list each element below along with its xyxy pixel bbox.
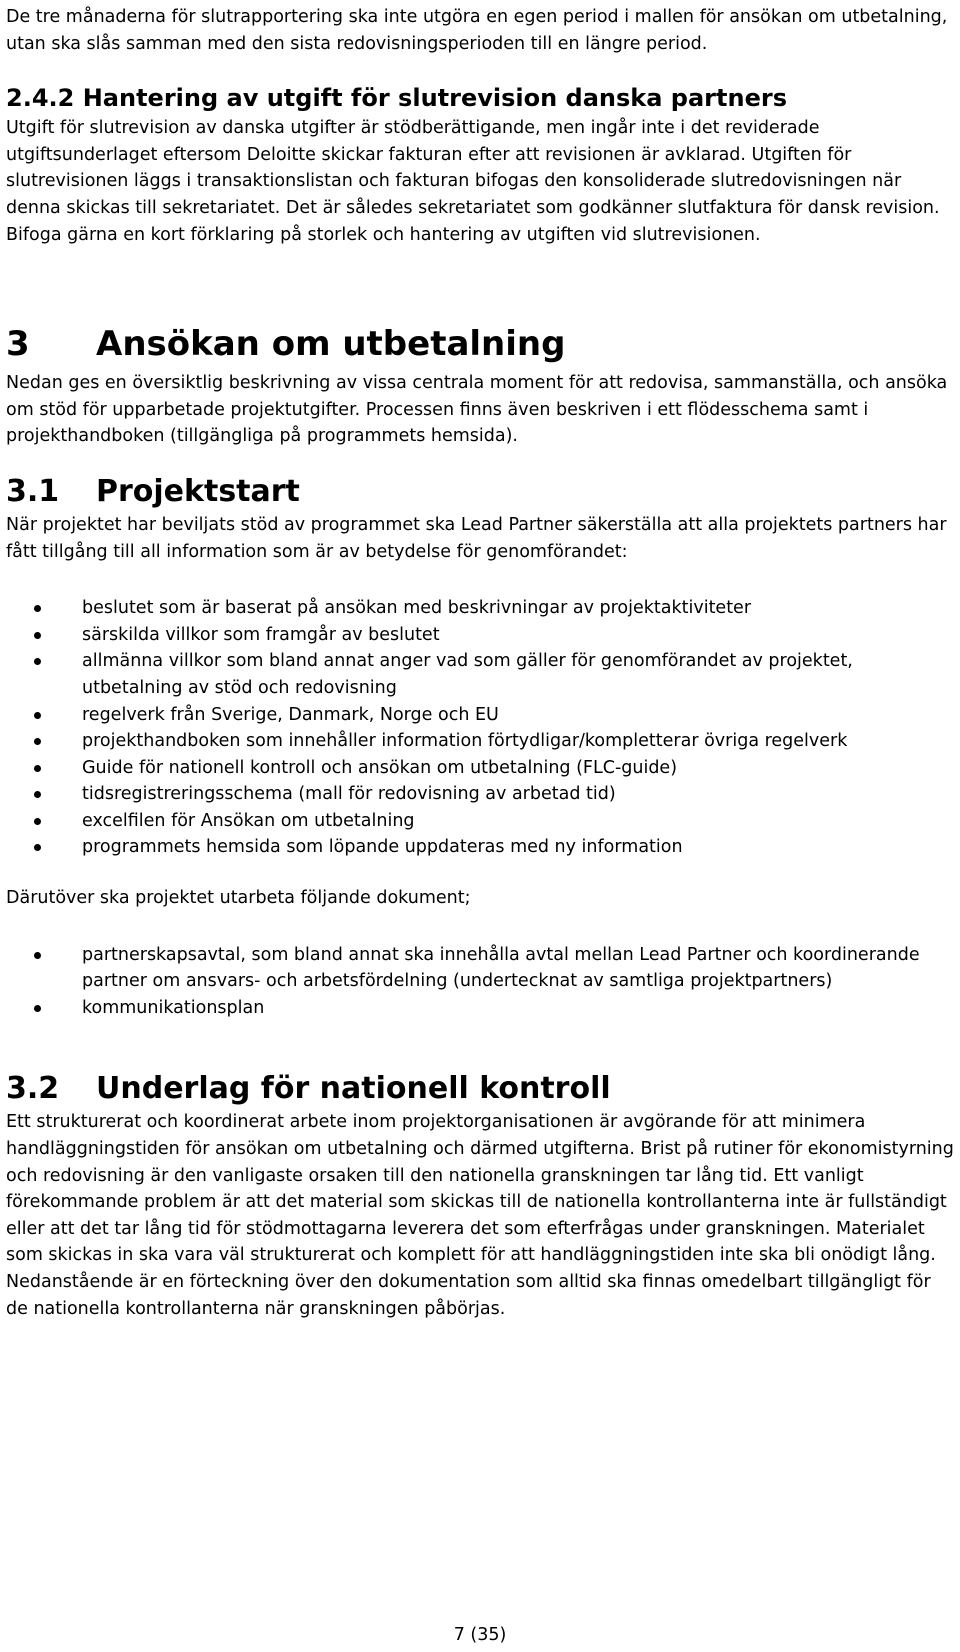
- section-title: Hantering av utgift för slutrevision danska partners: [82, 84, 787, 113]
- list-item: allmänna villkor som bland annat anger vad som gäller för genomförandet av projektet, utbetalning av stöd och redovisning: [6, 648, 954, 701]
- section-title: Underlag för nationell kontroll: [96, 1071, 611, 1107]
- bullet-icon: [34, 1005, 41, 1012]
- bullet-icon: [34, 791, 41, 798]
- bullet-icon: [34, 844, 41, 851]
- document-page: [6, 4, 954, 1322]
- information-list: [6, 595, 954, 861]
- section-title: Ansökan om utbetalning: [96, 324, 566, 365]
- section-3-1-paragraph-2: Därutöver ska projektet utarbeta följande dokument;: [6, 888, 471, 909]
- section-number: 3: [6, 324, 30, 365]
- bullet-icon: [34, 712, 41, 719]
- section-title: Projektstart: [96, 473, 300, 509]
- section-heading-3-1: [6, 472, 954, 512]
- documents-list: [6, 942, 954, 1022]
- section-heading-3-2: [6, 1069, 954, 1109]
- section-number: 3.2: [6, 1071, 60, 1107]
- section-2-4-2-paragraph: Utgift för slutrevision av danska utgifter är stödberättigande, men ingår inte i det reviderade utgiftsunderlaget eftersom Deloitte skickar fakturan efter att revisionen är avklarad. Utgiften för slutrevisionen läggs i transaktionslistan och fakturan bifogas den konsoliderade slutredovisningen när denna skickas till sekretariatet. Det är således sekretariatet som godkänner slutfaktura för dansk revision. Bifoga gärna en kort förklaring på storlek och hantering av utgiften vid slutrevisionen.: [6, 118, 940, 245]
- page-number: 7 (35): [453, 1625, 507, 1645]
- list-item: partnerskapsavtal, som bland annat ska innehålla avtal mellan Lead Partner och koordinerande partner om ansvars- och arbetsfördelning (undertecknat av samtliga projektpartners): [6, 942, 954, 995]
- list-item: särskilda villkor som framgår av beslutet: [6, 622, 954, 649]
- list-item: excelfilen för Ansökan om utbetalning: [6, 808, 954, 835]
- bullet-icon: [34, 765, 41, 772]
- bullet-icon: [34, 952, 41, 959]
- bullet-icon: [34, 632, 41, 639]
- intro-paragraph: De tre månaderna för slutrapportering ska inte utgöra en egen period i mallen för ansökan om utbetalning, utan ska slås samman med den sista redovisningsperioden till en längre period.: [6, 7, 948, 54]
- list-item: projekthandboken som innehåller information förtydligar/kompletterar övriga regelverk: [6, 728, 954, 755]
- section-3-2-paragraph: Ett strukturerat och koordinerat arbete inom projektorganisationen är avgörande för att minimera handläggningstiden för ansökan om utbetalning och därmed utgifterna. Brist på rutiner för ekonomistyrning och redovisning är den vanligaste orsaken till den nationella granskningen tar lång tid. Ett vanligt förekommande problem är att det material som skickas till de nationella kontrollanterna inte är fullständigt eller att det tar lång tid för stödmottagarna leverera det som efterfrågas under granskningen. Materialet som skickas in ska vara väl strukturerat och komplett för att handläggningstiden inte ska bli onödigt lång. Nedanstående är en förteckning över den dokumentation som alltid ska finnas omedelbart tillgängligt för de nationella kontrollanterna när granskningen påbörjas.: [6, 1112, 954, 1319]
- section-number: 3.1: [6, 473, 60, 509]
- list-item: tidsregistreringsschema (mall för redovisning av arbetad tid): [6, 781, 954, 808]
- list-item: Guide för nationell kontroll och ansökan om utbetalning (FLC-guide): [6, 755, 954, 782]
- bullet-icon: [34, 818, 41, 825]
- section-3-paragraph: Nedan ges en översiktlig beskrivning av vissa centrala moment för att redovisa, sammanställa, och ansöka om stöd för upparbetade projektutgifter. Processen finns även beskriven i ett flödesschema samt i projekthandboken (tillgängliga på programmets hemsida).: [6, 373, 948, 447]
- bullet-icon: [34, 658, 41, 665]
- list-item: regelverk från Sverige, Danmark, Norge och EU: [6, 702, 954, 729]
- section-number: 2.4.2: [6, 84, 75, 113]
- list-item: programmets hemsida som löpande uppdateras med ny information: [6, 834, 954, 861]
- bullet-icon: [34, 738, 41, 745]
- list-item: beslutet som är baserat på ansökan med beskrivningar av projektaktiviteter: [6, 595, 954, 622]
- list-item: kommunikationsplan: [6, 995, 954, 1022]
- section-3-1-paragraph: När projektet har beviljats stöd av programmet ska Lead Partner säkerställa att alla projektets partners har fått tillgång till all information som är av betydelse för genomförandet:: [6, 514, 947, 562]
- section-heading-3: [6, 322, 954, 366]
- section-heading-2-4-2: [6, 81, 954, 115]
- bullet-icon: [34, 605, 41, 612]
